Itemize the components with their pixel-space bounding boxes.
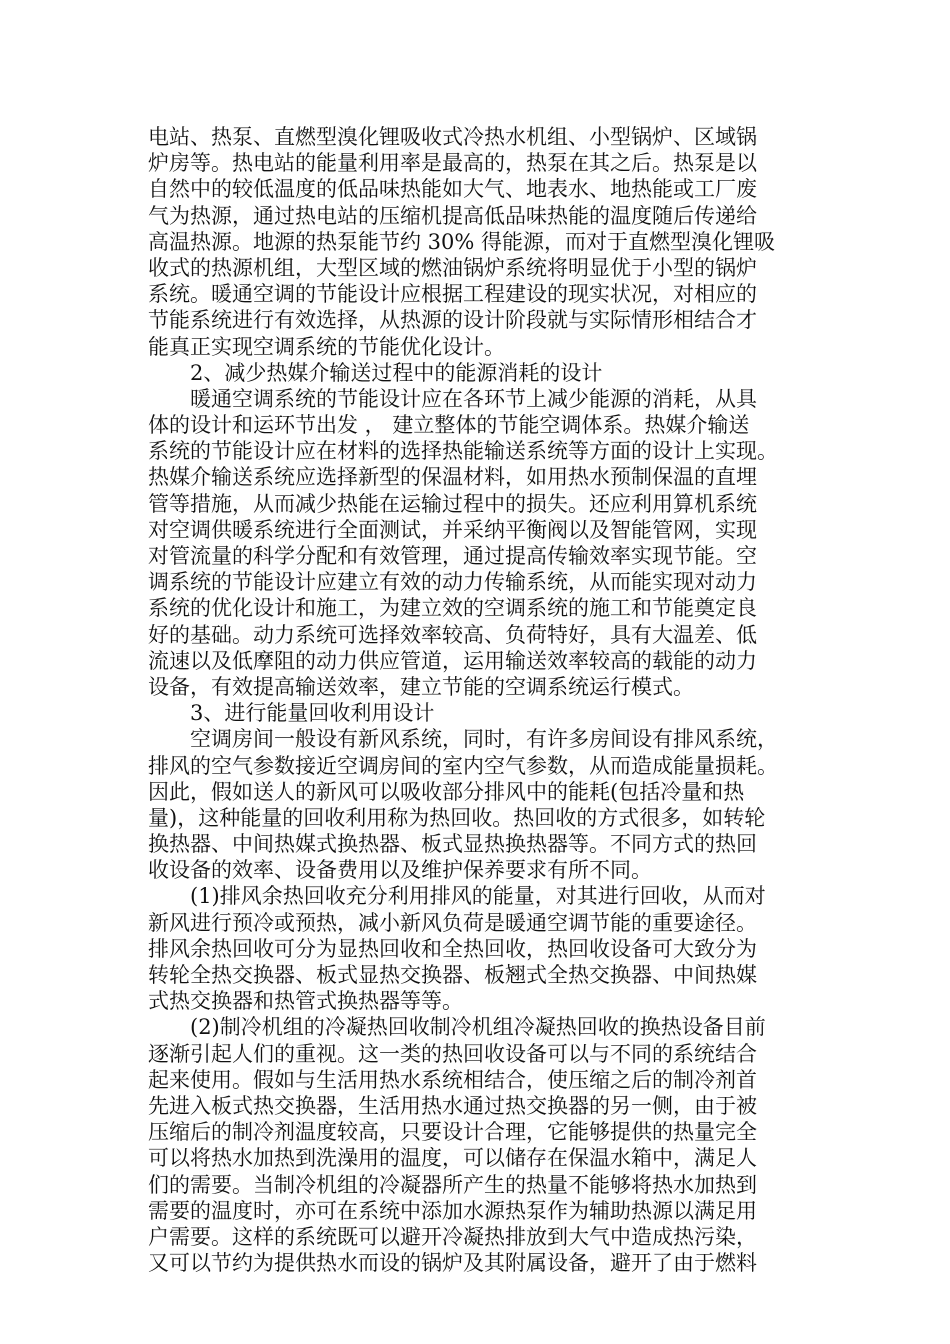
text-line: 需要的温度时，亦可在系统中添加水源热泵作为辅助热源以满足用: [148, 1198, 757, 1223]
text-line: 转轮全热交换器、板式显热交换器、板翘式全热交换器、中间热媒: [148, 963, 757, 987]
text-line: 空调房间一般设有新风系统，同时，有许多房间设有排风系统，: [190, 727, 778, 752]
text-line: 收设备的效率、设备费用以及维护保养要求有所不同。: [148, 858, 652, 883]
text-line: 系统的优化设计和施工，为建立效的空调系统的施工和节能奠定良: [148, 596, 757, 621]
text-line: 高温热源。地源的热泵能节约 30% 得能源，而对于直燃型溴化锂吸: [148, 229, 776, 254]
text-line: 对空调供暖系统进行全面测试，并采纳平衡阀以及智能管网，实现: [148, 517, 757, 542]
text-line: 因此，假如送人的新风可以吸收部分排风中的能耗(包括冷量和热: [148, 779, 745, 804]
text-line: 新风进行预冷或预热，减小新风负荷是暖通空调节能的重要途径。: [148, 910, 757, 935]
text-line: 节能系统进行有效选择，从热源的设计阶段就与实际情形相结合才: [148, 308, 757, 333]
text-line: (1)排风余热回收充分利用排风的能量，对其进行回收，从而对: [190, 884, 766, 909]
text-line: 量)，这种能量的回收利用称为热回收。热回收的方式很多，如转轮: [148, 805, 766, 830]
text-line: 逐渐引起人们的重视。这一类的热回收设备可以与不同的系统结合: [148, 1041, 757, 1066]
text-line: 起来使用。假如与生活用热水系统相结合，使压缩之后的制冷剂首: [148, 1067, 757, 1092]
text-line: 系统。暖通空调的节能设计应根据工程建设的现实状况，对相应的: [148, 282, 757, 307]
text-line: 好的基础。动力系统可选择效率较高、负荷特好，具有大温差、低: [148, 622, 757, 647]
text-line: 又可以节约为提供热水而设的锅炉及其附属设备，避开了由于燃料: [148, 1251, 757, 1276]
text-line: 炉房等。热电站的能量利用率是最高的，热泵在其之后。热泵是以: [148, 151, 757, 176]
text-line: 们的需要。当制冷机组的冷凝器所产生的热量不能够将热水加热到: [148, 1172, 757, 1197]
text-line: 3、进行能量回收利用设计: [190, 701, 435, 726]
body-text: [148, 124, 812, 1276]
text-line: 先进入板式热交换器，生活用热水通过热交换器的另一侧，由于被: [148, 1093, 757, 1118]
text-line: 压缩后的制冷剂温度较高，只要设计合理，它能够提供的热量完全: [148, 1120, 757, 1145]
text-line: 自然中的较低温度的低品味热能如大气、地表水、地热能或工厂废: [148, 177, 757, 202]
text-line: 排风余热回收可分为显热回收和全热回收，热回收设备可大致分为: [148, 936, 757, 961]
text-line: 设备，有效提高输送效率，建立节能的空调系统运行模式。: [148, 674, 694, 699]
text-line: 调系统的节能设计应建立有效的动力传输系统，从而能实现对动力: [148, 570, 757, 595]
text-line: 电站、热泵、直燃型溴化锂吸收式冷热水机组、小型锅炉、区域锅: [148, 125, 757, 149]
text-line: 能真正实现空调系统的节能优化设计。: [148, 334, 505, 359]
text-line: 热媒介输送系统应选择新型的保温材料，如用热水预制保温的直埋: [148, 465, 757, 490]
text-line: 体的设计和运环节出发 ， 建立整体的节能空调体系。热媒介输送: [148, 413, 750, 438]
text-line: 式热交换器和热管式换热器等等。: [148, 989, 463, 1014]
text-line: 收式的热源机组，大型区域的燃油锅炉系统将明显优于小型的锅炉: [148, 255, 757, 280]
text-line: 2、减少热媒介输送过程中的能源消耗的设计: [190, 360, 603, 385]
text-line: 流速以及低摩阻的动力供应管道，运用输送效率较高的载能的动力: [148, 648, 757, 673]
text-line: 换热器、中间热媒式换热器、板式显热换热器等。不同方式的热回: [148, 832, 757, 857]
text-line: 管等措施，从而减少热能在运输过程中的损失。还应利用算机系统: [148, 491, 757, 516]
text-line: 暖通空调系统的节能设计应在各环节上减少能源的消耗，从具: [190, 386, 757, 411]
text-line: 可以将热水加热到洗澡用的温度，可以储存在保温水箱中，满足人: [148, 1146, 757, 1171]
text-line: 排风的空气参数接近空调房间的室内空气参数，从而造成能量损耗。: [148, 753, 778, 778]
text-line: (2)制冷机组的冷凝热回收制冷机组冷凝热回收的换热设备目前: [190, 1015, 766, 1040]
text-line: 系统的节能设计应在材料的选择热能输送系统等方面的设计上实现。: [148, 439, 778, 464]
text-line: 气为热源，通过热电站的压缩机提高低品味热能的温度随后传递给: [148, 203, 757, 228]
text-line: 对管流量的科学分配和有效管理，通过提高传输效率实现节能。空: [148, 544, 757, 568]
text-line: 户需要。这样的系统既可以避开冷凝热排放到大气中造成热污染，: [148, 1224, 757, 1249]
